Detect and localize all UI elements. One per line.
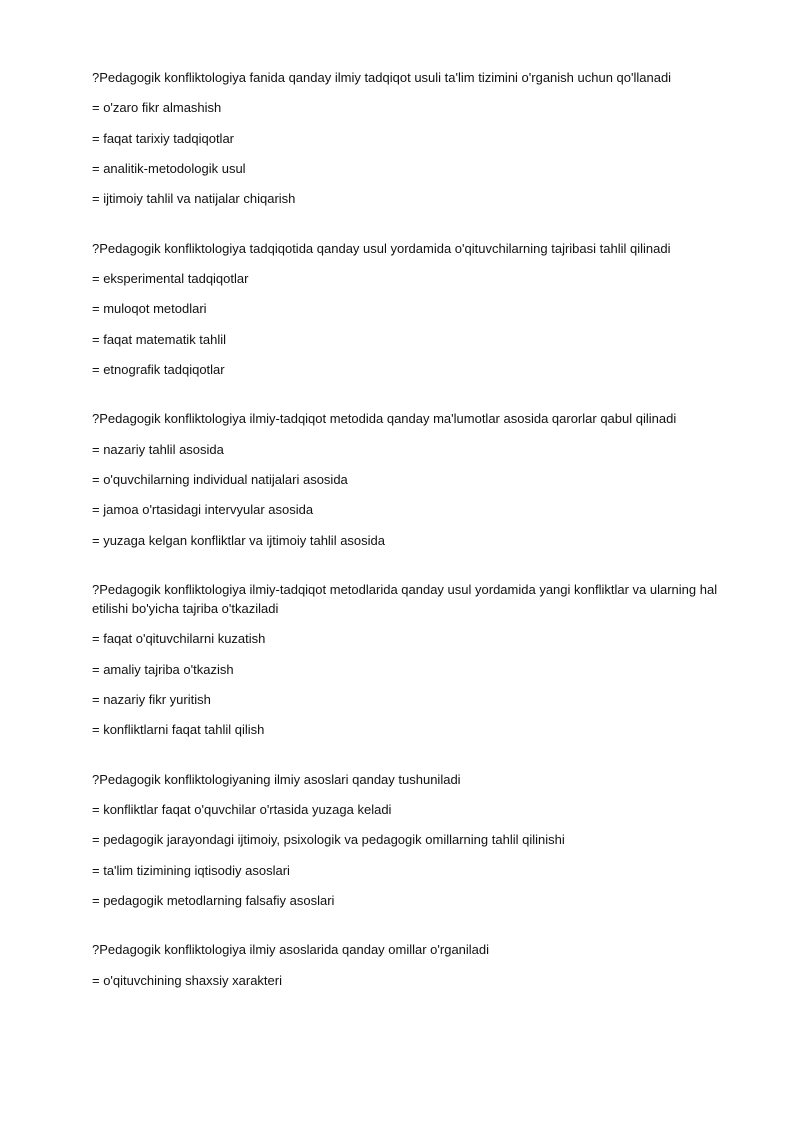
question-text: ?Pedagogik konfliktologiya ilmiy-tadqiqot metodida qanday ma'lumotlar asosida qarorlar qabul qilinadi: [92, 411, 677, 427]
answer-option: = o'quvchilarning individual natijalari asosida: [92, 471, 348, 487]
answer-option: = pedagogik jarayondagi ijtimoiy, psixologik va pedagogik omillarning tahlil qilinishi: [92, 832, 565, 848]
answer-option: = yuzaga kelgan konfliktlar va ijtimoiy tahlil asosida: [92, 532, 386, 548]
answer-option: = ta'lim tizimining iqtisodiy asoslari: [92, 862, 290, 878]
answer-option: = eksperimental tadqiqotlar: [92, 270, 249, 286]
answer-option: = o'zaro fikr almashish: [92, 100, 222, 116]
answer-option: = faqat matematik tahlil: [92, 331, 227, 347]
question-block-2: [92, 239, 742, 379]
question-text: ?Pedagogik konfliktologiyaning ilmiy asoslari qanday tushuniladi: [92, 771, 461, 787]
question-block-1: [92, 68, 742, 208]
answer-option: = pedagogik metodlarning falsafiy asoslari: [92, 892, 335, 908]
answer-option: = muloqot metodlari: [92, 301, 207, 317]
document-page: [92, 68, 742, 1020]
question-block-4: [92, 580, 742, 739]
answer-option: = faqat o'qituvchilarni kuzatish: [92, 631, 266, 647]
answer-option: = etnografik tadqiqotlar: [92, 361, 225, 377]
answer-option: = faqat tarixiy tadqiqotlar: [92, 130, 234, 146]
answer-option: = konfliktlarni faqat tahlil qilish: [92, 722, 265, 738]
answer-option: = nazariy tahlil asosida: [92, 441, 224, 457]
question-block-6: [92, 940, 742, 989]
answer-option: = o'qituvchining shaxsiy xarakteri: [92, 972, 282, 988]
question-text: ?Pedagogik konfliktologiya ilmiy asoslarida qanday omillar o'rganiladi: [92, 942, 490, 958]
question-block-5: [92, 770, 742, 910]
answer-option: = analitik-metodologik usul: [92, 160, 246, 176]
answer-option: = nazariy fikr yuritish: [92, 691, 211, 707]
answer-option: = ijtimoiy tahlil va natijalar chiqarish: [92, 191, 296, 207]
answer-option: = amaliy tajriba o'tkazish: [92, 661, 234, 677]
question-text: ?Pedagogik konfliktologiya tadqiqotida qanday usul yordamida o'qituvchilarning tajribasi tahlil qilinadi: [92, 240, 671, 256]
question-block-3: [92, 409, 742, 549]
answer-option: = jamoa o'rtasidagi intervyular asosida: [92, 502, 314, 518]
question-text: ?Pedagogik konfliktologiya ilmiy-tadqiqot metodlarida qanday usul yordamida yangi konfliktlar va ularning hal etilishi bo'yicha tajriba o'tkaziladi: [92, 582, 718, 617]
question-text: ?Pedagogik konfliktologiya fanida qanday ilmiy tadqiqot usuli ta'lim tizimini o'rganish uchun qo'llanadi: [92, 70, 672, 85]
answer-option: = konfliktlar faqat o'quvchilar o'rtasida yuzaga keladi: [92, 802, 392, 818]
